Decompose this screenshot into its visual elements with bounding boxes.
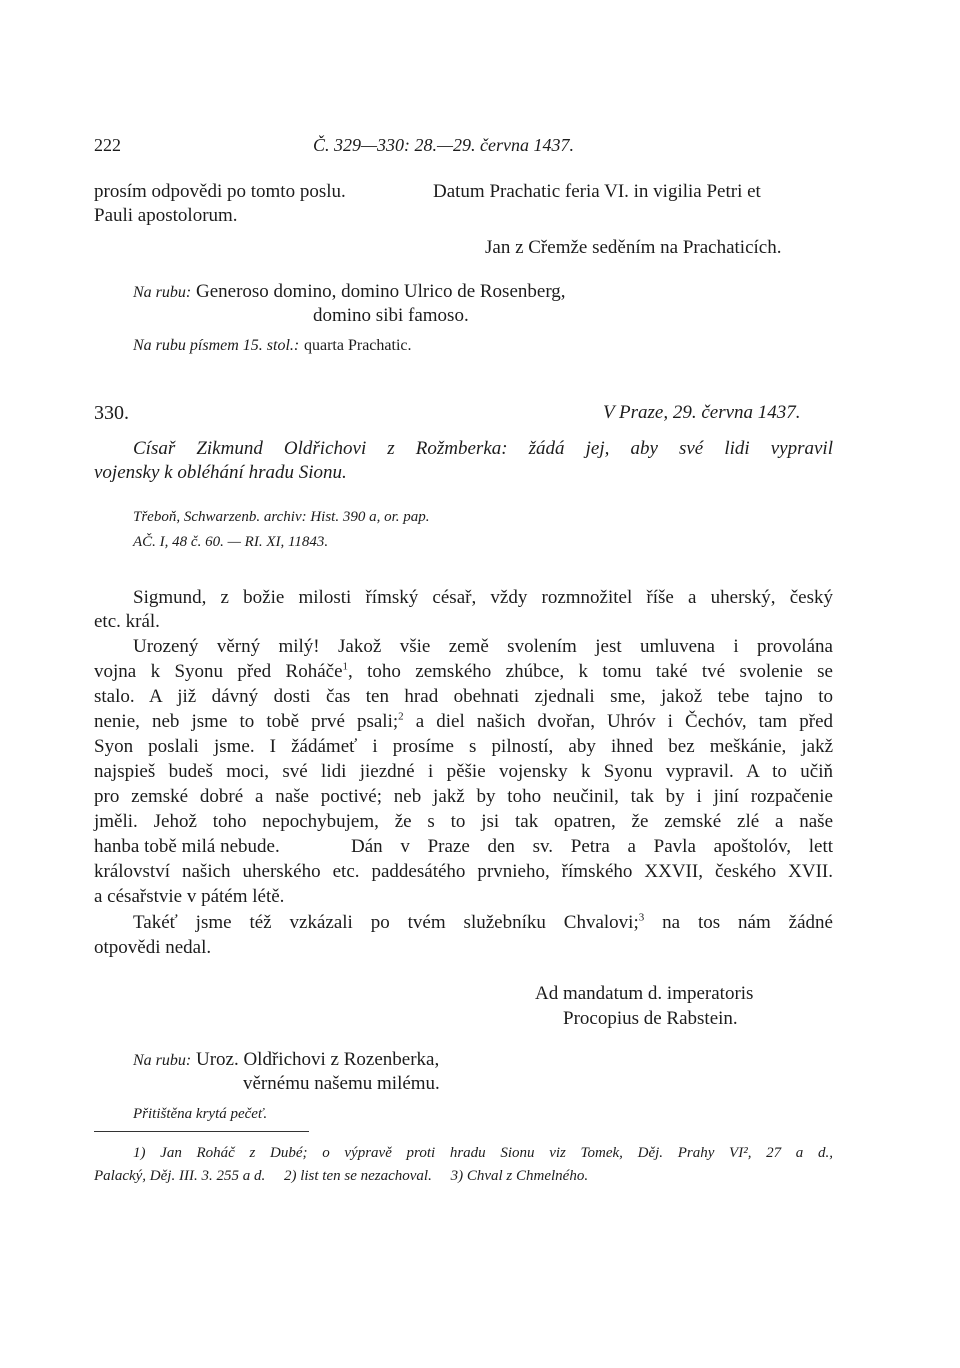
body-line: Urozený věrný milý! Jakož všie země svolením jest umluvena i provolána [133,636,833,657]
prev-letter-signature: Jan z Cřemže seděním na Prachaticích. [485,237,782,258]
address-label: Na rubu: [133,1052,192,1069]
footnote-mark: 3 [638,911,645,924]
prev-letter-line1-left: prosím odpovědi po tomto poslu. [94,181,346,202]
body-line: nenie, neb jsme to tobě prvé psali;$^2$ a diel našich dvořan, Uhróv i Čechóv, tam před [94,710,833,732]
address-text: Uroz. Oldřichovi z Rozenberka, [195,1049,440,1070]
prev-address-line2: domino sibi famoso. [313,305,469,326]
footnote-mark: 1 [342,660,349,673]
letter-number: 330. [94,402,129,424]
body-line: a césařstvie v pátém létě. [94,886,285,907]
body-line: otpovědi nedal. [94,937,212,958]
body-line: hanba tobě milá nebude. [94,836,280,857]
footnote-line1: 1) Jan Roháč z Dubé; o výpravě proti hradu Sionu viz Tomek, Děj. Prahy VI², 27 a d., [133,1145,833,1161]
seal-note: Přitištěna krytá pečeť. [133,1106,268,1122]
prev-address-line1 [133,281,566,304]
address-line1 [133,1049,439,1072]
body-line: pro zemské dobré a naše poctivé; neb jakž by toho neučinil, tak by i jiní rozpačenie [94,786,833,807]
prev-note-label: Na rubu písmem 15. stol.: [133,337,300,354]
body-line: Sigmund, z božie milosti římský césař, vždy rozmnožitel říše a uherský, český [133,587,833,608]
prev-letter-line2: Pauli apostolorum. [94,205,238,226]
summary-line1: Císař Zikmund Oldřichovi z Rožmberka: žádá jej, aby své lidi vypravil [133,438,833,459]
body-line: království našich uherského etc. paddesátého prvnieho, římského XXVII, českého XVII. [94,861,833,882]
footnote-line2: Palacký, Děj. III. 3. 255 a d. 2) list ten se nezachoval. 3) Chval z Chmelného. [94,1168,589,1184]
source-archive: Třeboň, Schwarzenb. archiv: Hist. 390 a, or. pap. [133,509,430,525]
letter-place-date: V Praze, 29. června 1437. [603,402,801,423]
summary-line2: vojensky k obléhání hradu Sionu. [94,462,347,483]
body-line: Dán v Praze den sv. Petra a Pavla apoštolóv, lett [351,836,833,857]
footnote-rule [94,1131,309,1132]
prev-letter-line1-right: Datum Prachatic feria VI. in vigilia Petri et [433,181,761,202]
prev-note-text: quarta Prachatic. [303,337,412,354]
body-line: vojna k Syonu před Roháče$^1$, toho zemského zhúbce, k tomu také tvé svolenie se [94,660,833,682]
body-line: etc. král. [94,611,160,632]
footnote-mark: 2 [398,710,404,723]
body-line: jměli. Jehož toho nepochybujem, že s to jsi tak opatren, že zemské zlé a naše [94,811,833,832]
source-editions: AČ. I, 48 č. 60. — RI. XI, 11843. [133,534,329,550]
running-head: Č. 329—330: 28.—29. června 1437. [313,135,574,155]
prev-address-text: Generoso domino, domino Ulrico de Rosenberg, [195,281,566,302]
body-line: stalo. A již dávný dosti čas ten hrad obehnati zjednali sme, jakož tebe tajno to [94,686,833,707]
body-line: Syon poslali jsme. I žádámeť i prosíme s pilností, aby ihned bez meškánie, jakž [94,736,833,757]
prev-address-label: Na rubu: [133,284,192,301]
body-line: Takéť jsme též vzkázali po tvém služebníku Chvalovi;$^3$ na tos nám žádné [133,911,833,933]
mandate-line1: Ad mandatum d. imperatoris [535,983,754,1004]
page-number: 222 [94,135,121,155]
prev-note [133,334,411,357]
mandate-line2: Procopius de Rabstein. [563,1008,738,1029]
body-line: najspieš budeš moci, své lidi jiezdné i pěšie vojensky k Syonu vypravil. A to učiň [94,761,833,782]
address-line2: věrnému našemu milému. [243,1073,440,1094]
